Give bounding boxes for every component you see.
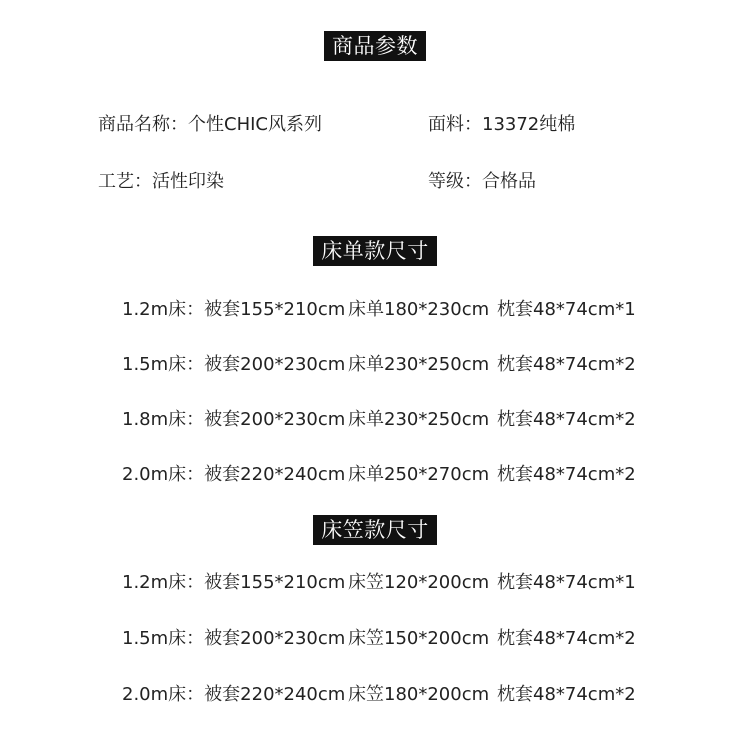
fitted-sheet-row [0, 571, 750, 595]
pillowcase-size: 枕套48*74cm*2 [497, 354, 636, 375]
fitted-sheet-section-title-label: 床笠款尺寸 [313, 515, 437, 545]
fitted-sheet-size: 床笠150*200cm [348, 628, 490, 649]
fabric: 面料：13372纯棉 [428, 114, 576, 135]
duvet-size: 1.2m床：被套155*210cm [122, 572, 346, 593]
sheet-size: 床单230*250cm [348, 409, 490, 430]
fitted-sheet-row [0, 627, 750, 651]
duvet-size: 1.8m床：被套200*230cm [122, 409, 346, 430]
sheet-size: 床单250*270cm [348, 464, 490, 485]
duvet-size: 1.2m床：被套155*210cm [122, 299, 346, 320]
duvet-size: 1.5m床：被套200*230cm [122, 354, 346, 375]
sheet-size: 床单180*230cm [348, 299, 490, 320]
bed-sheet-row [0, 408, 750, 432]
fitted-sheet-row [0, 683, 750, 707]
pillowcase-size: 枕套48*74cm*2 [497, 409, 636, 430]
fitted-sheet-size: 床笠120*200cm [348, 572, 490, 593]
bed-sheet-row [0, 353, 750, 377]
craft: 工艺：活性印染 [98, 171, 224, 192]
pillowcase-size: 枕套48*74cm*1 [497, 572, 636, 593]
fitted-sheet-section-title [0, 515, 750, 545]
grade: 等级：合格品 [428, 171, 536, 192]
duvet-size: 1.5m床：被套200*230cm [122, 628, 346, 649]
params-section-title-label: 商品参数 [324, 31, 426, 61]
pillowcase-size: 枕套48*74cm*2 [497, 628, 636, 649]
pillowcase-size: 枕套48*74cm*1 [497, 299, 636, 320]
duvet-size: 2.0m床：被套220*240cm [122, 464, 346, 485]
sheet-size: 床单230*250cm [348, 354, 490, 375]
pillowcase-size: 枕套48*74cm*2 [497, 464, 636, 485]
bed-sheet-row [0, 298, 750, 322]
params-section-title [0, 31, 750, 61]
bed-sheet-row [0, 463, 750, 487]
bed-sheet-section-title-label: 床单款尺寸 [313, 236, 437, 266]
duvet-size: 2.0m床：被套220*240cm [122, 684, 346, 705]
pillowcase-size: 枕套48*74cm*2 [497, 684, 636, 705]
product-name: 商品名称：个性CHIC风系列 [98, 114, 322, 135]
bed-sheet-section-title [0, 236, 750, 266]
fitted-sheet-size: 床笠180*200cm [348, 684, 490, 705]
